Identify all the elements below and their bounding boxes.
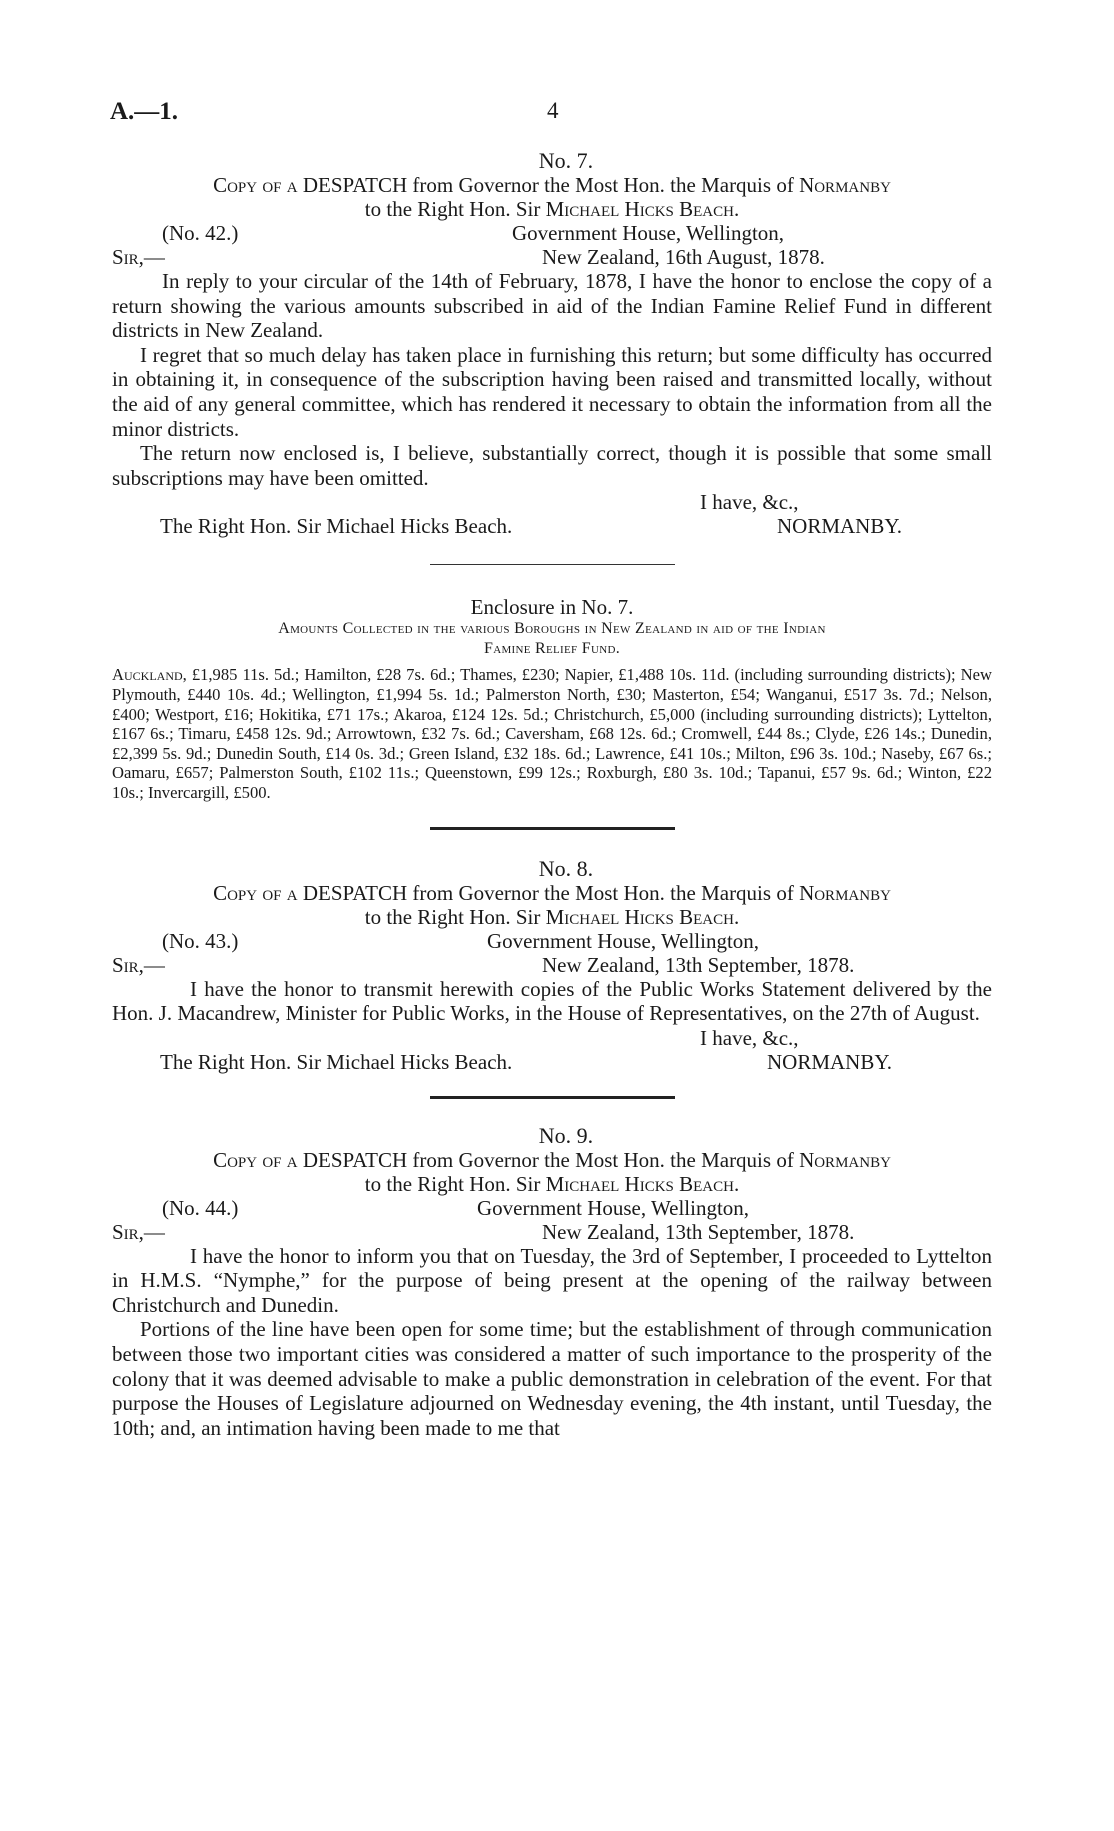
salutation: Sir,— <box>112 952 165 977</box>
title-name: Normanby <box>799 1147 891 1172</box>
despatch-number: No. 7. <box>538 148 594 173</box>
title-line2: to the Right Hon. Sir <box>364 197 546 221</box>
signature-line <box>112 1050 992 1074</box>
title-line2: to the Right Hon. Sir <box>364 904 546 929</box>
page-number: 4 <box>547 98 559 123</box>
signature: NORMANBY. <box>767 1049 893 1074</box>
paragraph: I have the honor to inform you that on Tuesday, the 3rd of September, I proceeded to Lyttelton in H.M.S. “Nymphe,” for the purpose of being present at the opening of the railway between Christchurch and Dunedin. <box>112 1243 992 1317</box>
title-prefix: Copy of a <box>213 173 303 197</box>
despatch-no: (No. 42.) <box>162 221 239 245</box>
closing-line <box>112 1026 992 1050</box>
signature-line <box>112 514 992 538</box>
title-name: Normanby <box>799 880 891 905</box>
amounts-list <box>112 665 992 802</box>
despatch-title <box>112 1148 992 1196</box>
title-main: DESPATCH from Governor the Most Hon. the Marquis of <box>302 173 800 197</box>
despatch-no7 <box>112 148 992 538</box>
despatch-number: No. 8. <box>538 855 594 881</box>
address-line2: New Zealand, 13th September, 1878. <box>542 1219 855 1244</box>
enclosure-no7 <box>112 595 992 802</box>
despatch-ref-line <box>112 929 992 953</box>
salutation-line <box>112 1220 992 1244</box>
paragraph: The return now enclosed is, I believe, substantially correct, though it is possible that some small subscriptions may have been omitted. <box>112 441 992 490</box>
title-recipient: Michael Hicks Beach. <box>545 904 740 929</box>
enclosure-title: Enclosure in No. 7. <box>470 595 634 620</box>
title-prefix: Copy of a <box>213 880 303 905</box>
signature: NORMANBY. <box>777 514 903 539</box>
closing: I have, &c., <box>700 1025 799 1050</box>
paragraph: I regret that so much delay has taken place in furnishing this return; but some difficulty has occurred in obtaining it, in consequence of the subscription having been raised and transmitted locally, without the aid of any general committee, which has rendered it necessary to obtain the information from all the minor districts. <box>112 342 992 441</box>
salutation: Sir,— <box>112 1219 165 1244</box>
despatch-title <box>112 881 992 929</box>
addressee: The Right Hon. Sir Michael Hicks Beach. <box>160 514 513 539</box>
title-recipient: Michael Hicks Beach. <box>545 197 740 221</box>
subtitle-line1: Amounts Collected in the various Boroughs in New Zealand in aid of the Indian <box>278 620 826 638</box>
address-line2: New Zealand, 13th September, 1878. <box>542 952 855 977</box>
title-name: Normanby <box>799 173 891 197</box>
address-line1: Government House, Wellington, <box>512 221 785 245</box>
subtitle-line2: Famine Relief Fund. <box>484 640 620 658</box>
despatch-number: No. 9. <box>538 1122 594 1148</box>
paragraph: Portions of the line have been open for some time; but the establishment of through communication between those two important cities was considered a matter of such importance to the prosperity of the colony that it was deemed advisable to make a public demonstration in celebration of the event. For that purpose the Houses of Legislature adjourned on Wednesday evening, the 4th instant, until Tuesday, the 10th; and, an intimation having been made to me that <box>112 1317 992 1440</box>
closing-line <box>112 490 992 514</box>
paper-reference: A.—1. <box>110 98 179 125</box>
despatch-no: (No. 43.) <box>162 928 239 953</box>
list-first-borough: Auckland <box>112 665 183 685</box>
address-line2: New Zealand, 16th August, 1878. <box>542 245 825 269</box>
page-header <box>110 98 1004 128</box>
title-main: DESPATCH from Governor the Most Hon. the Marquis of <box>302 880 800 905</box>
despatch-no9 <box>112 1123 992 1441</box>
paragraph: In reply to your circular of the 14th of February, 1878, I have the honor to enclose the copy of a return showing the various amounts subscribed in aid of the Indian Famine Relief Fund in different districts in New Zealand. <box>112 269 992 343</box>
despatch-no8 <box>112 856 992 1074</box>
address-line1: Government House, Wellington, <box>477 1195 750 1220</box>
address-line1: Government House, Wellington, <box>487 928 760 953</box>
despatch-ref-line <box>112 1196 992 1220</box>
salutation-line <box>112 245 992 269</box>
title-prefix: Copy of a <box>213 1147 303 1172</box>
despatch-ref-line <box>112 221 992 245</box>
addressee: The Right Hon. Sir Michael Hicks Beach. <box>160 1049 513 1074</box>
paragraph: I have the honor to transmit herewith copies of the Public Works Statement delivered by the Hon. J. Macandrew, Minister for Public Works, in the House of Representatives, on the 27th of August. <box>112 976 992 1026</box>
closing: I have, &c., <box>700 490 799 515</box>
list-text: , £1,985 11s. 5d.; Hamilton, £28 7s. 6d.; Thames, £230; Napier, £1,488 10s. 11d. (including surrounding districts); New Plymouth, £440 10s. 4d.; Wellington, £1,994 5s. 1d.; Palmerston North, £30; Masterton, £54; Wanganui, £517 3s. 7d.; Nelson, £400; Westport, £16; Hokitika, £71 17s.; Akaroa, £124 12s. 5d.; Christchurch, £5,000 (including surrounding districts); Lyttelton, £167 6s.; Timaru, £458 12s. 9d.; Arrowtown, £32 7s. 6d.; Caversham, £68 12s. 6d.; Cromwell, £44 8s.; Clyde, £26 14s.; Dunedin, £2,399 5s. 9d.; Dunedin South, £14 0s. 3d.; Green Island, £32 18s. 6d.; Lawrence, £41 10s.; Milton, £96 3s. 10d.; Naseby, £67 6s.; Oamaru, £657; Palmerston South, £102 11s.; Queenstown, £99 12s.; Roxburgh, £80 3s. 10d.; Tapanui, £57 9s. 6d.; Winton, £22 10s.; Invercargill, £500. <box>112 665 992 802</box>
title-line2: to the Right Hon. Sir <box>364 1171 546 1196</box>
enclosure-subtitle <box>112 619 992 659</box>
page-content <box>112 148 992 1440</box>
salutation-line <box>112 953 992 977</box>
title-main: DESPATCH from Governor the Most Hon. the Marquis of <box>302 1147 800 1172</box>
title-recipient: Michael Hicks Beach. <box>545 1171 740 1196</box>
despatch-no: (No. 44.) <box>162 1195 239 1220</box>
despatch-title <box>112 173 992 221</box>
salutation: Sir,— <box>112 245 165 269</box>
